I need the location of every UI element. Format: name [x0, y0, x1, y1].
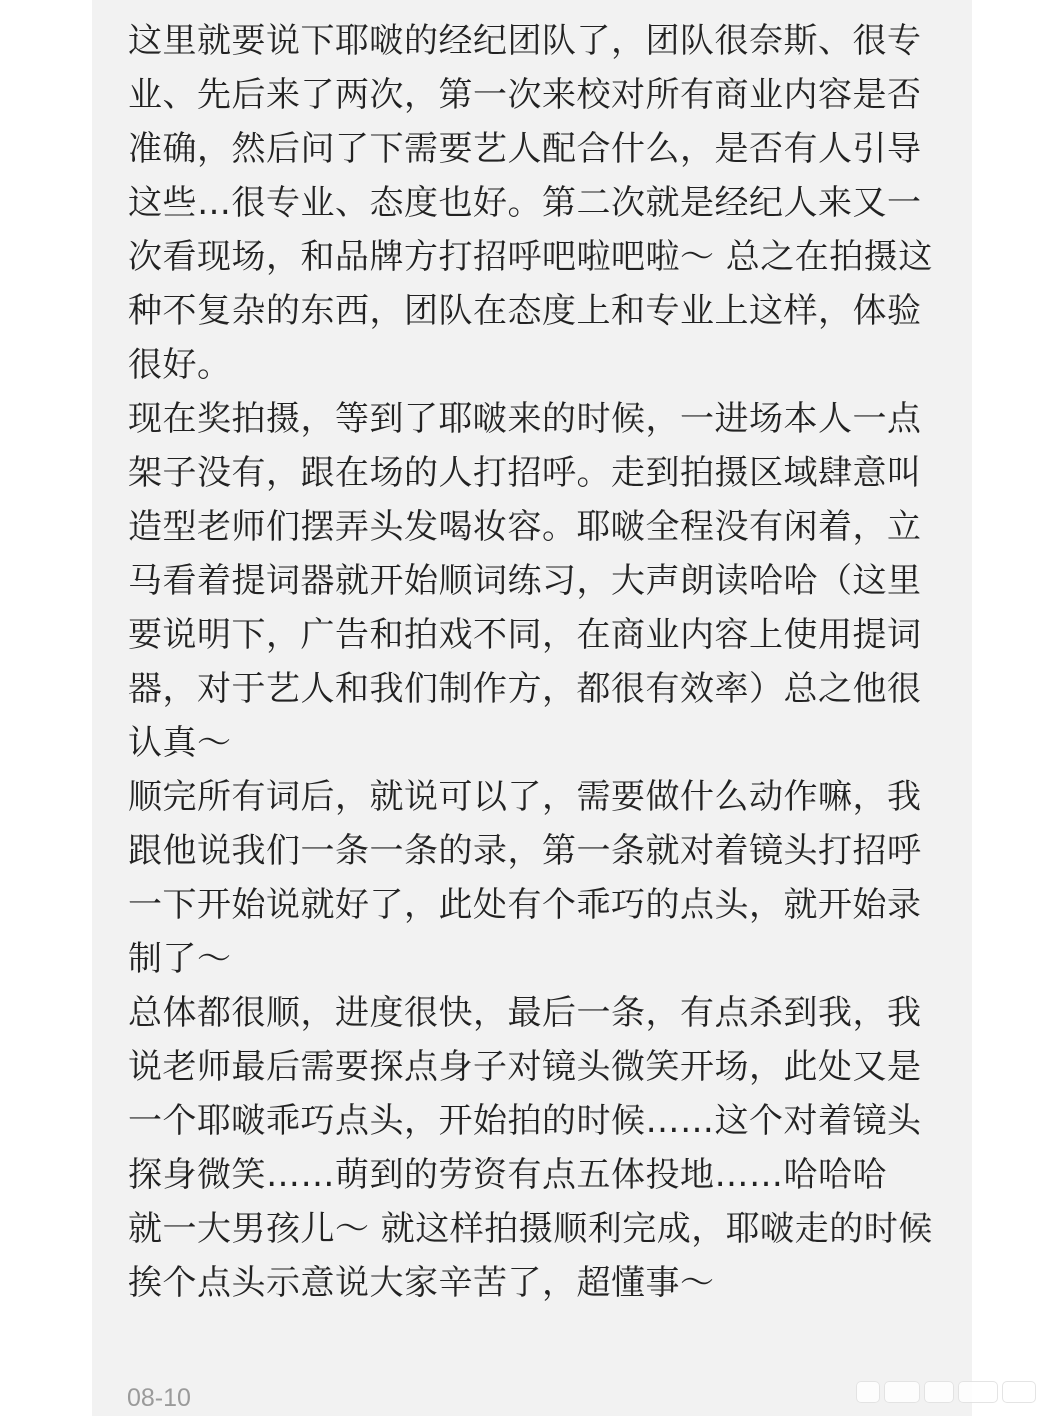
paragraph-arrival: 现在奖拍摄，等到了耶啵来的时候，一进场本人一点架子没有，跟在场的人打招呼。走到拍摄区域肆意叫造型老师们摆弄头发喝妆容。耶啵全程没有闲着，立马看着提词器就开始顺词练习，大声朗读哈哈（这里要说明下，广告和拍戏不同，在商业内容上使用提词器，对于艺人和我们制作方，都很有效率）总之他很认真～	[128, 399, 922, 763]
memo-body	[128, 14, 940, 1310]
paragraph-last-take: 总体都很顺，进度很快，最后一条，有点杀到我，我说老师最后需要探点身子对镜头微笑开场，此处又是一个耶啵乖巧点头，开始拍的时候……这个对着镜头探身微笑……萌到的劳资有点五体投地……哈哈哈	[128, 993, 922, 1195]
watermark-logo	[856, 1378, 1048, 1406]
post-timestamp: 08-10	[127, 1384, 191, 1412]
paragraph-team: 这里就要说下耶啵的经纪团队了，团队很奈斯、很专业、先后来了两次，第一次来校对所有商业内容是否准确，然后问了下需要艺人配合什么，是否有人引导这些…很专业、态度也好。第二次就是经纪人来又一次看现场，和品牌方打招呼吧啦吧啦～ 总之在拍摄这种不复杂的东西，团队在态度上和专业上这样，体验很好。	[128, 21, 933, 385]
paragraph-ending: 就一大男孩儿～ 就这样拍摄顺利完成，耶啵走的时候挨个点头示意说大家辛苦了，超懂事～	[128, 1209, 933, 1303]
paragraph-rehearsal: 顺完所有词后，就说可以了，需要做什么动作嘛，我跟他说我们一条一条的录，第一条就对着镜头打招呼一下开始说就好了，此处有个乖巧的点头，就开始录制了～	[128, 777, 922, 979]
